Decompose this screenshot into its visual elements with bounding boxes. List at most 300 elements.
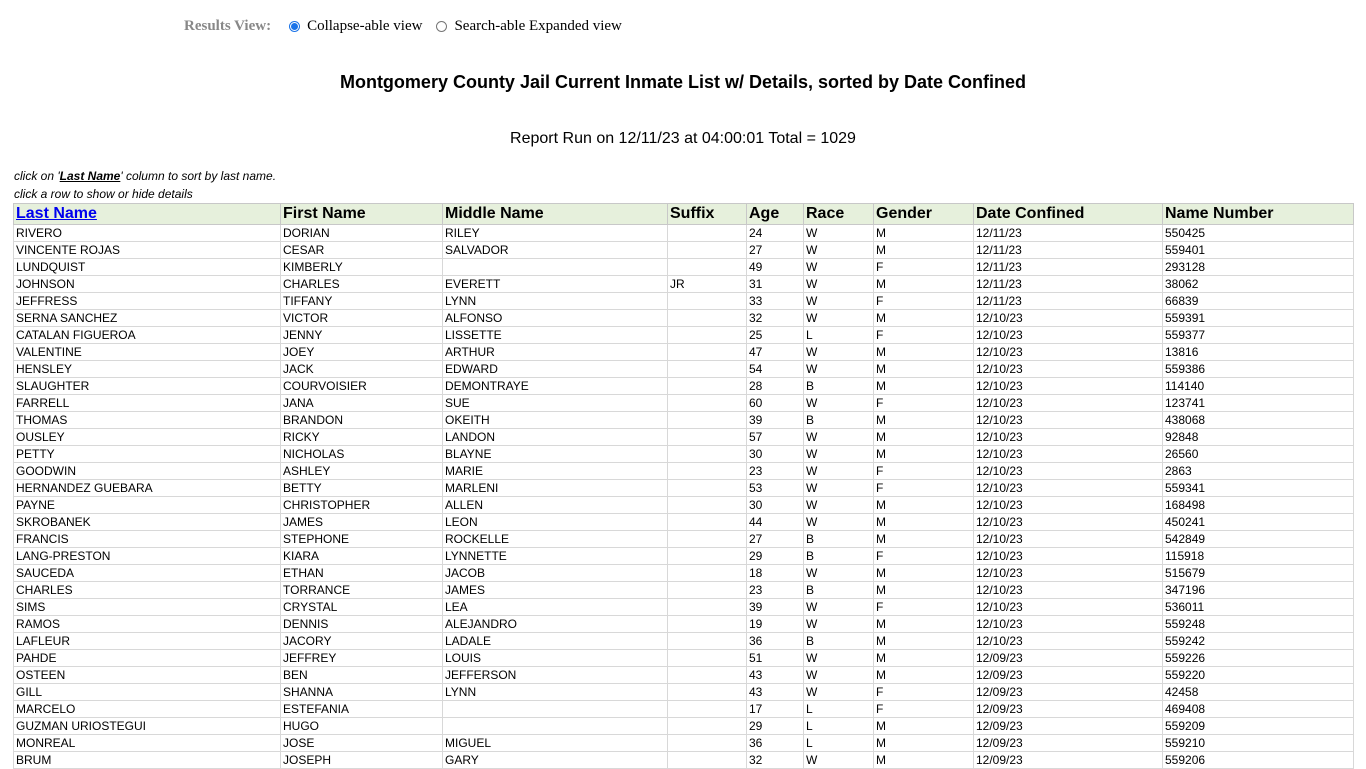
cell-middle-name: LYNNETTE [443,548,668,565]
cell-last-name: BRUM [14,752,281,769]
expanded-view-label[interactable]: Search-able Expanded view [454,17,622,34]
cell-date-confined: 12/10/23 [974,327,1163,344]
cell-last-name: VALENTINE [14,344,281,361]
cell-middle-name: LYNN [443,293,668,310]
cell-middle-name: LEON [443,514,668,531]
cell-name-number: 559210 [1163,735,1354,752]
cell-race: B [804,633,874,650]
cell-suffix [668,480,747,497]
table-row[interactable] [14,293,1354,310]
cell-suffix [668,497,747,514]
cell-first-name: CRYSTAL [281,599,443,616]
cell-first-name: JAMES [281,514,443,531]
cell-age: 43 [747,684,804,701]
cell-date-confined: 12/09/23 [974,701,1163,718]
cell-name-number: 559242 [1163,633,1354,650]
table-row[interactable] [14,361,1354,378]
cell-date-confined: 12/10/23 [974,412,1163,429]
cell-name-number: 559386 [1163,361,1354,378]
cell-suffix [668,412,747,429]
cell-gender: M [874,310,974,327]
cell-date-confined: 12/09/23 [974,752,1163,769]
cell-middle-name: SALVADOR [443,242,668,259]
cell-age: 43 [747,667,804,684]
cell-last-name: MONREAL [14,735,281,752]
cell-middle-name: OKEITH [443,412,668,429]
cell-suffix [668,293,747,310]
cell-first-name: ETHAN [281,565,443,582]
table-row[interactable] [14,701,1354,718]
cell-name-number: 559206 [1163,752,1354,769]
cell-race: W [804,752,874,769]
cell-first-name: BEN [281,667,443,684]
cell-name-number: 536011 [1163,599,1354,616]
cell-name-number: 469408 [1163,701,1354,718]
cell-gender: M [874,565,974,582]
cell-age: 57 [747,429,804,446]
results-view-label: Results View: [184,17,272,34]
cell-last-name: FARRELL [14,395,281,412]
cell-last-name: CHARLES [14,582,281,599]
cell-date-confined: 12/10/23 [974,480,1163,497]
table-row[interactable] [14,548,1354,565]
cell-date-confined: 12/10/23 [974,395,1163,412]
cell-date-confined: 12/11/23 [974,259,1163,276]
cell-suffix [668,718,747,735]
cell-date-confined: 12/10/23 [974,429,1163,446]
column-header-gender: Gender [874,204,974,225]
sort-instruction [14,169,276,183]
cell-suffix [668,378,747,395]
cell-date-confined: 12/10/23 [974,378,1163,395]
cell-date-confined: 12/10/23 [974,531,1163,548]
cell-date-confined: 12/10/23 [974,616,1163,633]
collapse-view-radio[interactable] [289,21,300,32]
cell-first-name: JOEY [281,344,443,361]
cell-age: 49 [747,259,804,276]
cell-age: 36 [747,735,804,752]
cell-date-confined: 12/09/23 [974,650,1163,667]
column-header-suffix: Suffix [668,204,747,225]
cell-gender: M [874,412,974,429]
cell-name-number: 542849 [1163,531,1354,548]
cell-gender: F [874,480,974,497]
cell-name-number: 559248 [1163,616,1354,633]
cell-name-number: 293128 [1163,259,1354,276]
cell-first-name: DENNIS [281,616,443,633]
toggle-instruction: click a row to show or hide details [14,187,193,201]
cell-middle-name: GARY [443,752,668,769]
cell-gender: F [874,684,974,701]
table-row[interactable] [14,412,1354,429]
cell-race: W [804,497,874,514]
cell-race: W [804,480,874,497]
cell-age: 25 [747,327,804,344]
cell-gender: F [874,701,974,718]
cell-suffix [668,514,747,531]
cell-suffix [668,599,747,616]
table-body [14,225,1354,769]
cell-middle-name: MIGUEL [443,735,668,752]
cell-gender: M [874,718,974,735]
cell-gender: M [874,446,974,463]
cell-date-confined: 12/11/23 [974,293,1163,310]
cell-name-number: 2863 [1163,463,1354,480]
cell-first-name: TORRANCE [281,582,443,599]
cell-first-name: HUGO [281,718,443,735]
cell-suffix: JR [668,276,747,293]
cell-middle-name [443,718,668,735]
cell-age: 39 [747,599,804,616]
cell-age: 44 [747,514,804,531]
cell-last-name: GOODWIN [14,463,281,480]
cell-first-name: JEFFREY [281,650,443,667]
cell-gender: M [874,276,974,293]
cell-first-name: ESTEFANIA [281,701,443,718]
cell-gender: M [874,514,974,531]
cell-name-number: 438068 [1163,412,1354,429]
table-row[interactable] [14,752,1354,769]
cell-date-confined: 12/11/23 [974,225,1163,242]
cell-first-name: DORIAN [281,225,443,242]
cell-middle-name: ALFONSO [443,310,668,327]
cell-suffix [668,752,747,769]
cell-gender: M [874,735,974,752]
cell-age: 17 [747,701,804,718]
cell-age: 24 [747,225,804,242]
cell-last-name: OUSLEY [14,429,281,446]
cell-middle-name: LISSETTE [443,327,668,344]
cell-suffix [668,225,747,242]
cell-race: W [804,565,874,582]
cell-suffix [668,667,747,684]
cell-middle-name: JACOB [443,565,668,582]
cell-last-name: CATALAN FIGUEROA [14,327,281,344]
cell-name-number: 26560 [1163,446,1354,463]
cell-suffix [668,616,747,633]
cell-suffix [668,650,747,667]
cell-first-name: JOSE [281,735,443,752]
table-row[interactable] [14,633,1354,650]
cell-age: 54 [747,361,804,378]
table-row[interactable] [14,327,1354,344]
cell-first-name: KIMBERLY [281,259,443,276]
sort-instruction-suffix: ' column to sort by last name. [120,169,277,183]
cell-age: 36 [747,633,804,650]
table-row[interactable] [14,650,1354,667]
collapse-view-label[interactable]: Collapse-able view [307,17,423,34]
cell-date-confined: 12/10/23 [974,565,1163,582]
cell-age: 23 [747,582,804,599]
cell-middle-name: BLAYNE [443,446,668,463]
cell-age: 19 [747,616,804,633]
cell-gender: M [874,531,974,548]
table-row[interactable] [14,480,1354,497]
cell-middle-name [443,259,668,276]
table-row[interactable] [14,582,1354,599]
cell-suffix [668,633,747,650]
cell-age: 47 [747,344,804,361]
cell-date-confined: 12/10/23 [974,497,1163,514]
cell-first-name: COURVOISIER [281,378,443,395]
cell-middle-name: DEMONTRAYE [443,378,668,395]
cell-middle-name: MARLENI [443,480,668,497]
cell-first-name: JENNY [281,327,443,344]
cell-age: 30 [747,497,804,514]
table-row[interactable] [14,616,1354,633]
table-header-row [14,204,1354,225]
table-row[interactable] [14,599,1354,616]
cell-name-number: 559341 [1163,480,1354,497]
cell-name-number: 13816 [1163,344,1354,361]
cell-age: 28 [747,378,804,395]
inmate-table [13,203,1354,769]
cell-race: W [804,344,874,361]
cell-middle-name: LOUIS [443,650,668,667]
cell-date-confined: 12/10/23 [974,599,1163,616]
table-row[interactable] [14,463,1354,480]
cell-age: 60 [747,395,804,412]
page-title: Montgomery County Jail Current Inmate List w/ Details, sorted by Date Confined [339,72,1027,92]
column-header-first-name: First Name [281,204,443,225]
cell-race: L [804,718,874,735]
cell-name-number: 115918 [1163,548,1354,565]
cell-age: 30 [747,446,804,463]
cell-race: W [804,259,874,276]
column-header-age: Age [747,204,804,225]
cell-middle-name: ALEJANDRO [443,616,668,633]
cell-last-name: RAMOS [14,616,281,633]
cell-age: 23 [747,463,804,480]
cell-middle-name: LANDON [443,429,668,446]
cell-middle-name: JEFFERSON [443,667,668,684]
cell-last-name: PAHDE [14,650,281,667]
cell-race: W [804,242,874,259]
table-row[interactable] [14,565,1354,582]
cell-last-name: LUNDQUIST [14,259,281,276]
cell-date-confined: 12/10/23 [974,310,1163,327]
cell-last-name: OSTEEN [14,667,281,684]
table-row[interactable] [14,446,1354,463]
cell-gender: F [874,548,974,565]
cell-last-name: GILL [14,684,281,701]
table-row[interactable] [14,667,1354,684]
cell-race: W [804,667,874,684]
table-row[interactable] [14,429,1354,446]
cell-gender: M [874,582,974,599]
cell-name-number: 450241 [1163,514,1354,531]
cell-first-name: TIFFANY [281,293,443,310]
cell-first-name: NICHOLAS [281,446,443,463]
cell-date-confined: 12/10/23 [974,446,1163,463]
table-row[interactable] [14,684,1354,701]
cell-middle-name: LADALE [443,633,668,650]
cell-age: 33 [747,293,804,310]
sort-instruction-prefix: click on ' [14,169,60,183]
cell-gender: M [874,344,974,361]
column-header-last-name[interactable]: Last Name [14,204,281,225]
expanded-view-radio[interactable] [436,21,447,32]
cell-middle-name: LEA [443,599,668,616]
cell-name-number: 559401 [1163,242,1354,259]
cell-gender: F [874,599,974,616]
cell-name-number: 92848 [1163,429,1354,446]
cell-middle-name: JAMES [443,582,668,599]
cell-first-name: SHANNA [281,684,443,701]
table-row[interactable] [14,344,1354,361]
cell-race: W [804,310,874,327]
cell-last-name: SERNA SANCHEZ [14,310,281,327]
cell-race: W [804,276,874,293]
cell-suffix [668,429,747,446]
cell-gender: M [874,752,974,769]
cell-first-name: CHRISTOPHER [281,497,443,514]
cell-gender: M [874,497,974,514]
cell-suffix [668,446,747,463]
column-header-name-number: Name Number [1163,204,1354,225]
cell-name-number: 168498 [1163,497,1354,514]
cell-middle-name [443,701,668,718]
cell-suffix [668,242,747,259]
cell-middle-name: MARIE [443,463,668,480]
table-row[interactable] [14,395,1354,412]
cell-middle-name: SUE [443,395,668,412]
cell-suffix [668,463,747,480]
cell-date-confined: 12/11/23 [974,276,1163,293]
cell-date-confined: 12/11/23 [974,242,1163,259]
cell-last-name: SAUCEDA [14,565,281,582]
cell-gender: F [874,463,974,480]
table-row[interactable] [14,514,1354,531]
cell-suffix [668,565,747,582]
cell-gender: M [874,378,974,395]
table-row[interactable] [14,378,1354,395]
cell-date-confined: 12/09/23 [974,667,1163,684]
table-row[interactable] [14,497,1354,514]
cell-last-name: FRANCIS [14,531,281,548]
cell-suffix [668,395,747,412]
cell-last-name: PETTY [14,446,281,463]
cell-last-name: VINCENTE ROJAS [14,242,281,259]
cell-date-confined: 12/10/23 [974,548,1163,565]
cell-last-name: SLAUGHTER [14,378,281,395]
cell-suffix [668,735,747,752]
cell-race: W [804,463,874,480]
cell-first-name: CHARLES [281,276,443,293]
cell-last-name: PAYNE [14,497,281,514]
table-row[interactable] [14,735,1354,752]
cell-last-name: JOHNSON [14,276,281,293]
cell-race: W [804,395,874,412]
cell-name-number: 66839 [1163,293,1354,310]
cell-date-confined: 12/10/23 [974,582,1163,599]
table-row[interactable] [14,259,1354,276]
cell-last-name: SKROBANEK [14,514,281,531]
cell-last-name: RIVERO [14,225,281,242]
table-row[interactable] [14,531,1354,548]
cell-last-name: JEFFRESS [14,293,281,310]
cell-first-name: JOSEPH [281,752,443,769]
cell-race: W [804,293,874,310]
cell-suffix [668,548,747,565]
cell-suffix [668,344,747,361]
cell-middle-name: RILEY [443,225,668,242]
cell-race: B [804,412,874,429]
collapse-view-option[interactable] [289,18,422,35]
cell-middle-name: EVERETT [443,276,668,293]
cell-first-name: KIARA [281,548,443,565]
cell-race: W [804,429,874,446]
cell-gender: M [874,633,974,650]
cell-name-number: 515679 [1163,565,1354,582]
cell-race: B [804,582,874,599]
table-row[interactable] [14,242,1354,259]
table-row[interactable] [14,310,1354,327]
cell-age: 31 [747,276,804,293]
cell-age: 29 [747,548,804,565]
cell-age: 51 [747,650,804,667]
table-row[interactable] [14,225,1354,242]
cell-last-name: HENSLEY [14,361,281,378]
cell-gender: M [874,429,974,446]
cell-age: 53 [747,480,804,497]
column-header-middle-name: Middle Name [443,204,668,225]
cell-name-number: 559209 [1163,718,1354,735]
cell-first-name: VICTOR [281,310,443,327]
cell-first-name: ASHLEY [281,463,443,480]
cell-first-name: CESAR [281,242,443,259]
expanded-view-option[interactable] [436,18,621,35]
results-view-selector [184,16,636,36]
cell-last-name: LAFLEUR [14,633,281,650]
cell-date-confined: 12/09/23 [974,735,1163,752]
cell-suffix [668,701,747,718]
cell-race: L [804,327,874,344]
report-run-info: Report Run on 12/11/23 at 04:00:01 Total = 1029 [510,130,856,147]
column-header-date-confined: Date Confined [974,204,1163,225]
cell-date-confined: 12/09/23 [974,684,1163,701]
cell-race: W [804,684,874,701]
cell-suffix [668,531,747,548]
cell-gender: M [874,616,974,633]
cell-name-number: 114140 [1163,378,1354,395]
cell-age: 32 [747,310,804,327]
table-row[interactable] [14,718,1354,735]
table-row[interactable] [14,276,1354,293]
cell-date-confined: 12/09/23 [974,718,1163,735]
cell-race: W [804,514,874,531]
cell-last-name: LANG-PRESTON [14,548,281,565]
cell-age: 27 [747,531,804,548]
cell-middle-name: ROCKELLE [443,531,668,548]
cell-race: B [804,548,874,565]
cell-name-number: 559226 [1163,650,1354,667]
cell-date-confined: 12/10/23 [974,344,1163,361]
cell-gender: F [874,259,974,276]
cell-race: B [804,378,874,395]
cell-gender: M [874,650,974,667]
cell-age: 27 [747,242,804,259]
cell-suffix [668,327,747,344]
cell-gender: M [874,361,974,378]
cell-race: L [804,701,874,718]
cell-first-name: RICKY [281,429,443,446]
cell-age: 18 [747,565,804,582]
cell-last-name: HERNANDEZ GUEBARA [14,480,281,497]
cell-middle-name: ARTHUR [443,344,668,361]
cell-name-number: 347196 [1163,582,1354,599]
cell-race: B [804,531,874,548]
